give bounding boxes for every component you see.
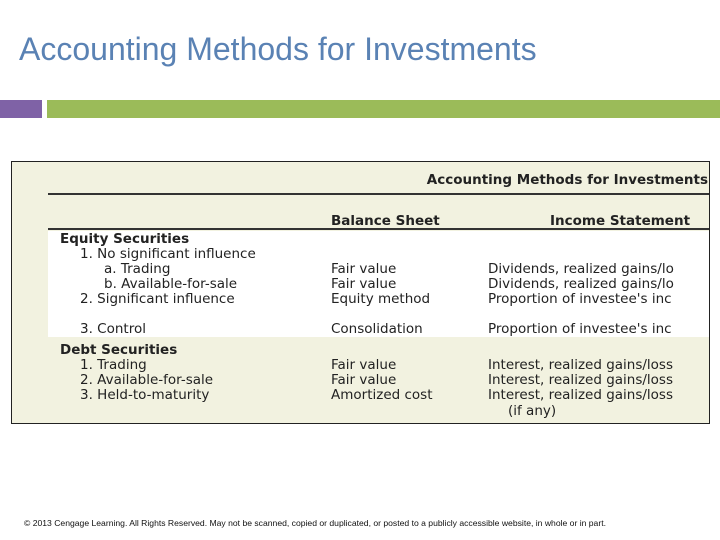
row-label: 1. Trading bbox=[80, 357, 147, 373]
copyright-footer: © 2013 Cengage Learning. All Rights Reserved. May not be scanned, copied or duplicated, or posted to a publicly accessible website, in whole or in part. bbox=[24, 518, 606, 528]
row-is: Dividends, realized gains/lo bbox=[488, 276, 674, 292]
row-label: 3. Control bbox=[80, 321, 146, 337]
row-is: Interest, realized gains/loss bbox=[488, 357, 673, 373]
accounting-methods-table bbox=[11, 161, 710, 424]
row-bs: Fair value bbox=[331, 357, 397, 373]
row-label: 2. Significant influence bbox=[80, 291, 235, 307]
debt-heading: Debt Securities bbox=[60, 342, 178, 358]
row-is: Interest, realized gains/loss bbox=[488, 372, 673, 388]
row-bs: Fair value bbox=[331, 261, 397, 277]
row-label: 2. Available-for-sale bbox=[80, 372, 214, 388]
header-balance-sheet: Balance Sheet bbox=[331, 213, 440, 229]
equity-heading: Equity Securities bbox=[60, 231, 190, 247]
row-label: 3. Held-to-maturity bbox=[80, 387, 210, 403]
row-is: Proportion of investee's inc bbox=[488, 291, 672, 307]
row-bs: Equity method bbox=[331, 291, 431, 307]
row-label: b. Available-for-sale bbox=[104, 276, 238, 292]
row-bs: Fair value bbox=[331, 276, 397, 292]
row-is: Proportion of investee's inc bbox=[488, 321, 672, 337]
divider bbox=[48, 228, 709, 230]
divider bbox=[48, 193, 709, 195]
row-note: (if any) bbox=[508, 403, 557, 419]
row-bs: Amortized cost bbox=[331, 387, 433, 403]
row-label: a. Trading bbox=[104, 261, 171, 277]
header-income-statement: Income Statement bbox=[550, 213, 691, 229]
row-is: Interest, realized gains/loss bbox=[488, 387, 673, 403]
table-title: Accounting Methods for Investments bbox=[426, 172, 708, 188]
slide-title: Accounting Methods for Investments bbox=[19, 31, 537, 67]
row-is: Dividends, realized gains/lo bbox=[488, 261, 674, 277]
row-label: 1. No significant influence bbox=[80, 246, 256, 262]
row-bs: Fair value bbox=[331, 372, 397, 388]
accent-bar-purple bbox=[0, 100, 42, 118]
accent-bar-green bbox=[47, 100, 720, 118]
row-bs: Consolidation bbox=[331, 321, 423, 337]
